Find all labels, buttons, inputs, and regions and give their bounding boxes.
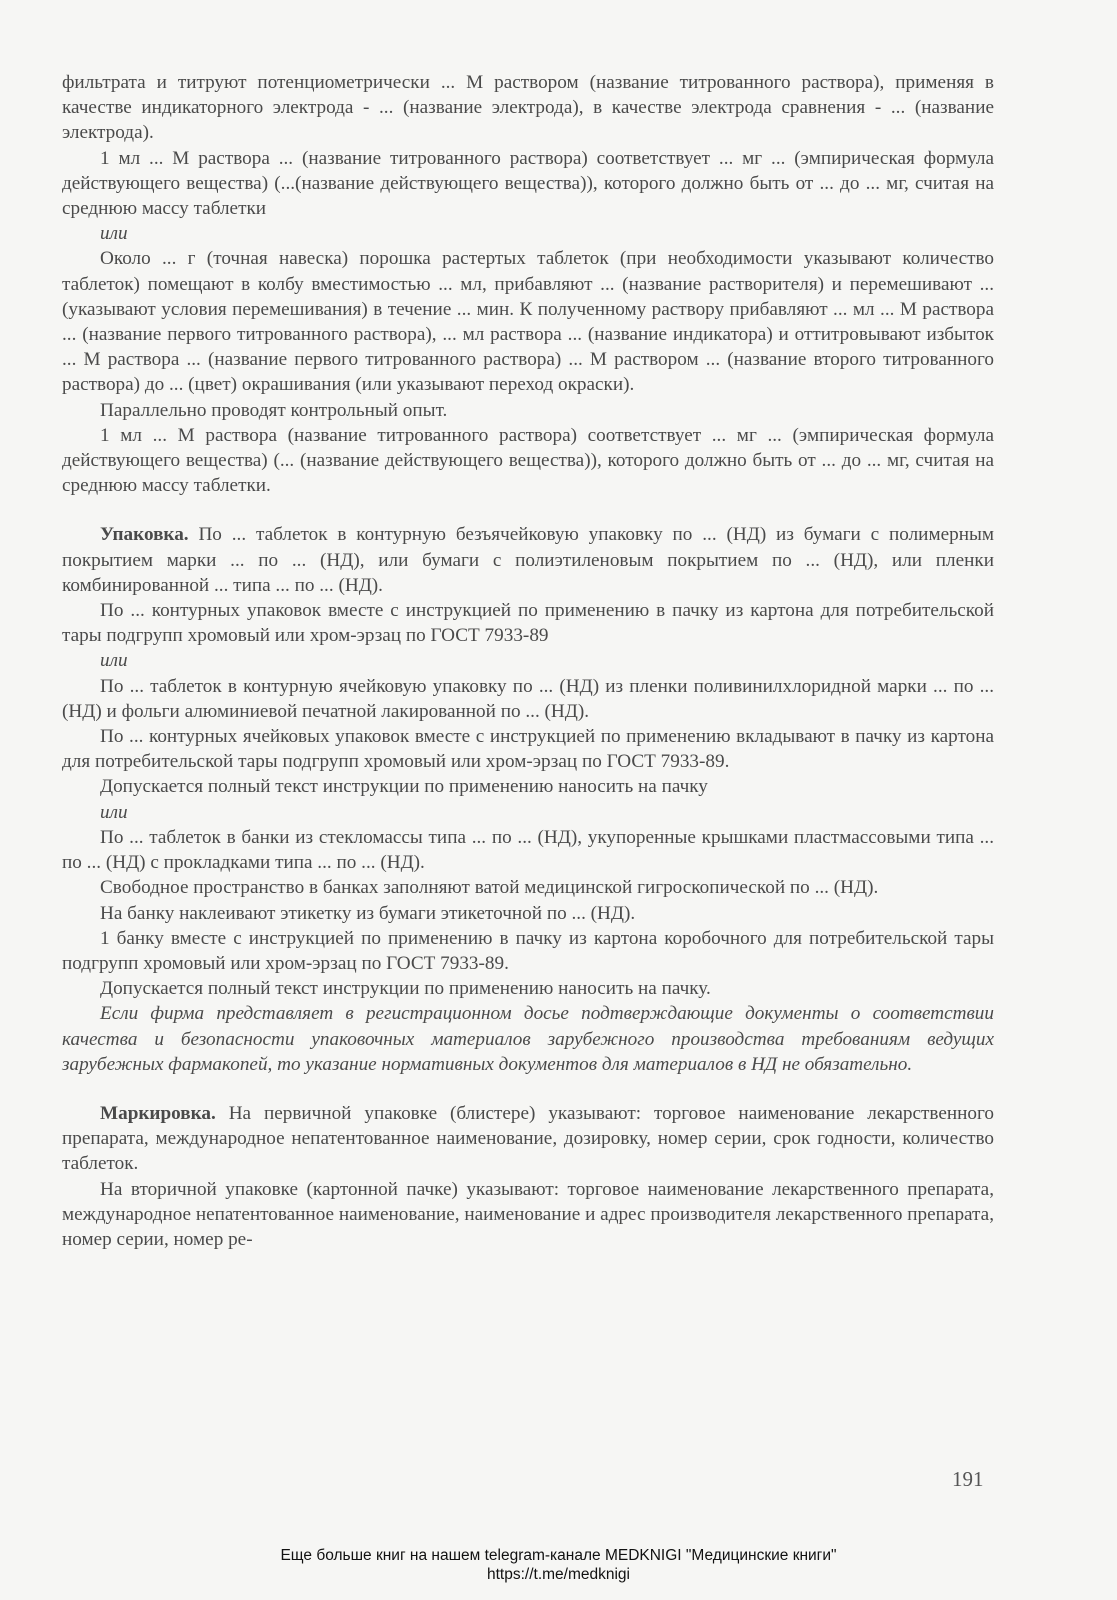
or-separator: [62, 800, 994, 825]
paragraph-text: или: [100, 650, 128, 672]
paragraph: [62, 926, 994, 976]
paragraph-text: По ... контурных упаковок вместе с инструкцией по применению в пачку из картона для потребительской тары подгрупп хромовый или хром-эрзац по ГОСТ 7933-89: [62, 600, 994, 647]
paragraph-text: На первичной упаковке (блистере) указывают: торговое наименование лекарственного препарата, международное непатентованное наименование, дозировку, номер серии, срок годности, количество таблеток.: [62, 1102, 994, 1175]
paragraph: [62, 1001, 994, 1077]
paragraph-text: или: [100, 801, 128, 823]
paragraph-text: 1 мл ... М раствора ... (название титрованного раствора) соответствует ... мг ... (эмпирическая формула действующего вещества) (...(название действующего вещества)), которого должно быть от ... до ... мг, считая на среднюю массу таблетки: [62, 147, 994, 220]
footer-link[interactable]: https://t.me/medknigi: [486, 1566, 630, 1583]
paragraph-text: фильтрата и титруют потенциометрически ... М раствором (название титрованного раствора), применяя в качестве индикаторного электрода - ... (название электрода), в качестве электрода сравнения - ... (название электрода).: [62, 72, 994, 144]
paragraph: [62, 246, 994, 397]
paragraph: [62, 423, 994, 499]
section-paragraph: [62, 522, 994, 598]
section-paragraph: [62, 1101, 994, 1177]
page-body: [62, 70, 994, 1252]
paragraph-text: 1 мл ... М раствора (название титрованного раствора) соответствует ... мг ... (эмпирическая формула действующего вещества) (... (название действующего вещества)), которого должно быть от ... до ... мг, считая на среднюю массу таблетки.: [62, 424, 994, 497]
paragraph: [62, 875, 994, 900]
paragraph: [62, 901, 994, 926]
footer-line-1: Еще больше книг на нашем telegram-канале MEDKNIGI "Медицинские книги": [280, 1547, 837, 1564]
paragraph-text: 1 банку вместе с инструкцией по применению в пачку из картона коробочного для потребительской тары подгрупп хромовый или хром-эрзац по ГОСТ 7933-89.: [62, 927, 994, 974]
paragraph: [62, 398, 994, 423]
paragraph: [62, 674, 994, 724]
paragraph: [62, 774, 994, 799]
paragraph: [62, 976, 994, 1001]
paragraph-text: По ... контурных ячейковых упаковок вместе с инструкцией по применению вкладывают в пачку из картона для потребительской тары подгрупп хромовый или хром-эрзац по ГОСТ 7933-89.: [62, 726, 994, 773]
paragraph-text: По ... таблеток в контурную ячейковую упаковку по ... (НД) из пленки поливинилхлоридной марки ... по ... (НД) и фольги алюминиевой печатной лакированной по ... (НД).: [62, 675, 994, 722]
paragraph-text: или: [100, 223, 128, 245]
paragraph-text: Допускается полный текст инструкции по применению наносить на пачку.: [100, 978, 711, 1000]
paragraph-text: По ... таблеток в банки из стекломассы типа ... по ... (НД), укупоренные крышками пластмассовыми типа ... по ... (НД) с прокладками типа ... по ... (НД).: [62, 826, 994, 874]
paragraph: [62, 598, 994, 648]
paragraph-text: Свободное пространство в банках заполняют ватой медицинской гигроскопической по ... (НД).: [100, 877, 879, 899]
paragraph-text: На банку наклеивают этикетку из бумаги этикеточной по ... (НД).: [100, 902, 636, 924]
paragraph-text: На вторичной упаковке (картонной пачке) указывают: торговое наименование лекарственного препарата, международное непатентованное наименование, наименование и адрес производителя лекарственного препарата, номер серии, номер ре-: [62, 1178, 994, 1250]
page-number: 191: [952, 1467, 984, 1491]
paragraph: [62, 146, 994, 222]
paragraph-text: Параллельно проводят контрольный опыт.: [100, 399, 448, 421]
paragraph-text: По ... таблеток в контурную безъячейковую упаковку по ... (НД) из бумаги с полимерным покрытием марки ... по ... (НД), или бумаги с полиэтиленовым покрытием по ... (НД), или пленки комбинированной ... типа ... по ... (НД).: [62, 524, 994, 596]
section-heading: Упаковка.: [100, 524, 189, 546]
or-separator: [62, 648, 994, 673]
section-gap: [62, 498, 994, 522]
or-separator: [62, 221, 994, 246]
paragraph-text: Если фирма представляет в регистрационном досье подтверждающие документы о соответствии качества и безопасности упаковочных материалов зарубежного производства требованиям ведущих зарубежных фармакопей, то указание нормативных документов для материалов в НД не обязательно.: [62, 1003, 994, 1075]
paragraph-text: Около ... г (точная навеска) порошка растертых таблеток (при необходимости указывают количество таблеток) помещают в колбу вместимостью ... мл, прибавляют ... (название растворителя) и перемешивают ... (указывают условия перемешивания) в течение ... мин. К полученному раствору прибавляют ... мл ... М раствора ... (название первого титрованного раствора), ... мл раствора ... (название индикатора) и оттитровывают избыток ... М раствора ... (название первого титрованного раствора) ... М раствором ... (название второго титрованного раствора) до ... (цвет) окрашивания (или указывают переход окраски).: [62, 248, 994, 396]
paragraph: [62, 1177, 994, 1253]
paragraph: [62, 70, 994, 146]
paragraph-text: Допускается полный текст инструкции по применению наносить на пачку: [100, 776, 708, 798]
section-heading: Маркировка.: [100, 1102, 216, 1124]
footer: [0, 1546, 1117, 1584]
section-gap: [62, 1077, 994, 1101]
paragraph: [62, 825, 994, 875]
paragraph: [62, 724, 994, 774]
